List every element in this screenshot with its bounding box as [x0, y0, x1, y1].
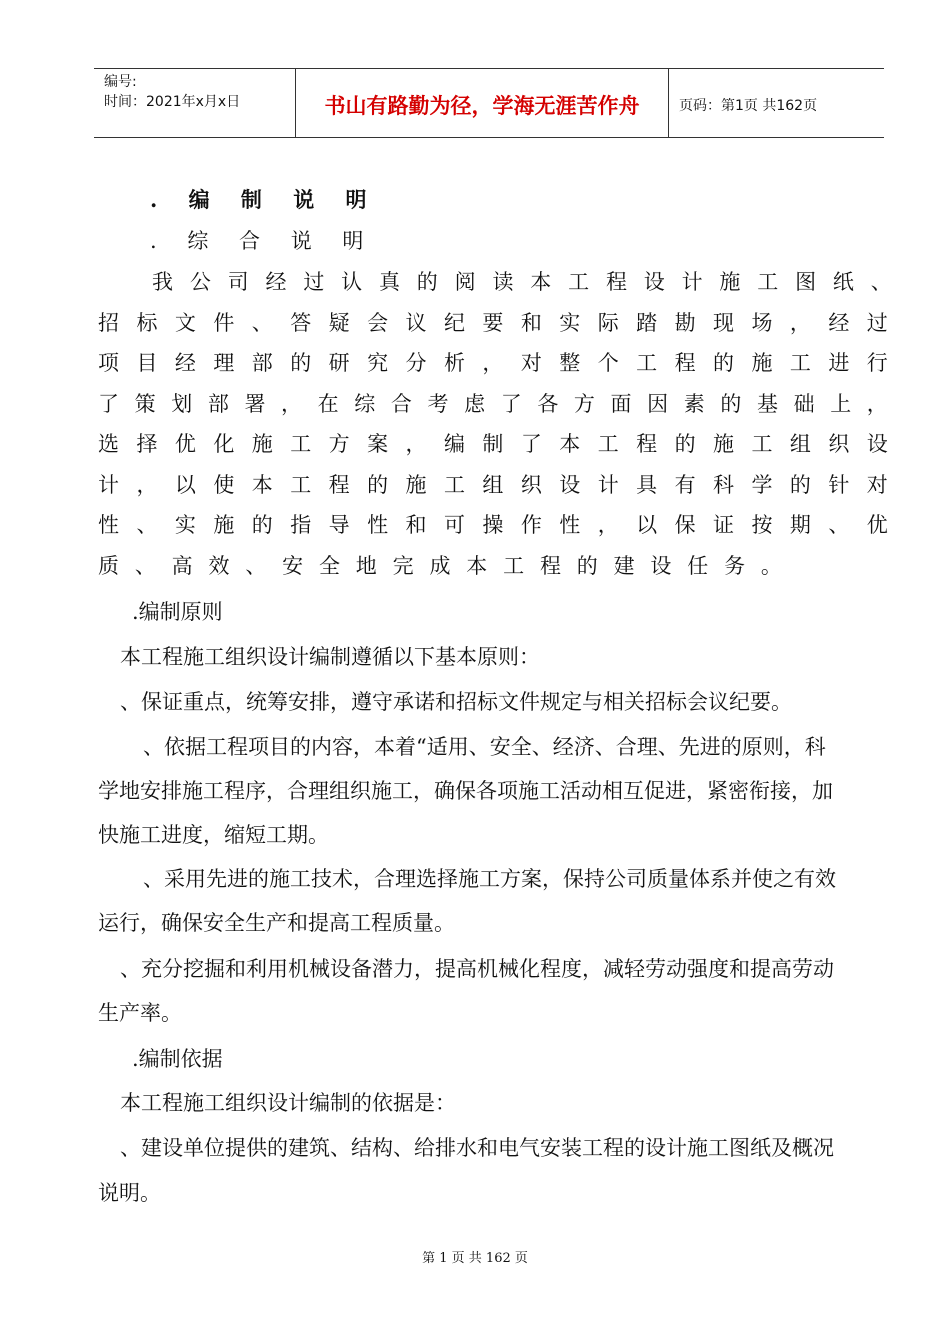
principle-2-line-3: 快施工进度，缩短工期。	[98, 823, 329, 847]
header-motto-cell	[296, 69, 669, 137]
principle-4-line-1: 、充分挖掘和利用机械设备潜力，提高机械化程度，减轻劳动强度和提高劳动	[120, 957, 834, 981]
principle-4-line-2: 生产率。	[98, 1001, 182, 1025]
intro-line: 项 目 经 理 部 的 研 究 分 析 ， 对 整 个 工 程 的 施 工 进 行	[98, 351, 888, 375]
intro-line: 我 公 司 经 过 认 真 的 阅 读 本 工 程 设 计 施 工 图 纸 、	[152, 270, 892, 294]
header-meta-cell	[94, 69, 296, 137]
main-heading: . 编 制 说 明	[150, 187, 379, 212]
basis-1-line-2: 说明。	[98, 1181, 161, 1205]
intro-line: 选 择 优 化 施 工 方 案 ， 编 制 了 本 工 程 的 施 工 组 织 设	[98, 432, 888, 456]
serial-label: 编号:	[104, 74, 137, 90]
sub-heading-basis: .编制依据	[132, 1047, 223, 1071]
basis-1-line-1: 、建设单位提供的建筑、结构、给排水和电气安装工程的设计施工图纸及概况	[120, 1136, 834, 1160]
principle-3-line-1: 、采用先进的施工技术，合理选择施工方案，保持公司质量体系并使之有效	[143, 867, 836, 891]
principles-lead: 本工程施工组织设计编制遵循以下基本原则：	[120, 645, 540, 669]
page-info: 页码：第1页 共162页	[679, 98, 818, 114]
intro-line: 了 策 划 部 署 ， 在 综 合 考 虑 了 各 方 面 因 素 的 基 础 上 ，	[98, 392, 888, 416]
header-page-cell	[669, 69, 884, 137]
time-label: 时间：2021年x月x日	[104, 94, 241, 110]
intro-line: 计 ， 以 使 本 工 程 的 施 工 组 织 设 计 具 有 科 学 的 针 对	[98, 473, 888, 497]
page-header	[94, 68, 884, 138]
sub-heading-principles: .编制原则	[132, 600, 223, 624]
intro-line: 质 、 高 效 、 安 全 地 完 成 本 工 程 的 建 设 任 务 。	[98, 554, 782, 578]
intro-line: 性 、 实 施 的 指 导 性 和 可 操 作 性 ， 以 保 证 按 期 、 优	[98, 513, 888, 537]
principle-2-line-2: 学地安排施工程序，合理组织施工，确保各项施工活动相互促进，紧密衔接，加	[98, 779, 833, 803]
principle-3-line-2: 运行，确保安全生产和提高工程质量。	[98, 911, 455, 935]
principle-1: 、保证重点，统筹安排，遵守承诺和招标文件规定与相关招标会议纪要。	[120, 690, 792, 714]
page-footer: 第 1 页 共 162 页	[422, 1251, 528, 1266]
sub-heading-general: . 综 合 说 明	[150, 229, 376, 253]
motto: 书山有路勤为径，学海无涯苦作舟	[324, 94, 640, 118]
intro-line: 招 标 文 件 、 答 疑 会 议 纪 要 和 实 际 踏 勘 现 场 ， 经 过	[98, 311, 888, 335]
principle-2-line-1: 、依据工程项目的内容，本着“适用、安全、经济、合理、先进的原则，科	[143, 735, 826, 759]
basis-lead: 本工程施工组织设计编制的依据是：	[120, 1091, 456, 1115]
